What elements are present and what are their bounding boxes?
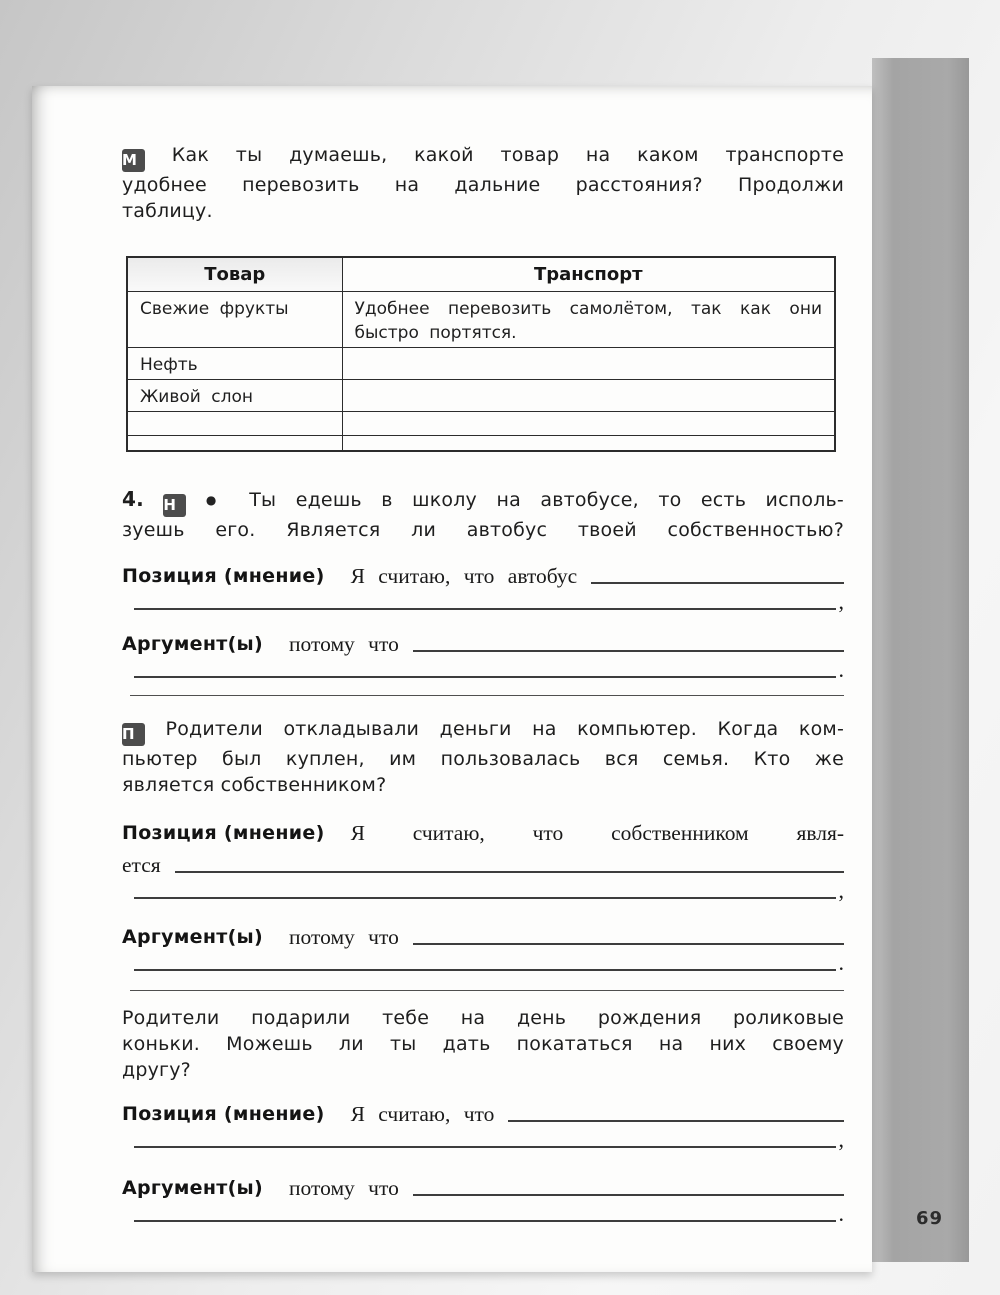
position-carry-text: ется	[122, 853, 161, 877]
task-4-paragraph	[122, 486, 844, 543]
task-m-paragraph	[122, 142, 844, 224]
table-header-row	[127, 257, 835, 291]
transport-answer-line1: Удобнее перевозить самолётом, так как они	[354, 298, 822, 319]
writing-line	[134, 969, 836, 971]
goods-transport-table	[126, 256, 836, 452]
transport-cell-empty	[342, 379, 835, 411]
task4-argument-row	[122, 631, 844, 657]
product-cell: Свежие фрукты	[127, 291, 342, 347]
task-n-marker-icon: Н	[163, 494, 186, 517]
argument-lead-text: потому что	[289, 925, 399, 949]
table-row	[127, 347, 835, 379]
taskp-position-carry-row	[122, 852, 844, 878]
position-label: Позиция (мнение)	[122, 565, 325, 587]
product-cell-empty	[127, 411, 342, 435]
task-m-marker-icon: М	[122, 149, 145, 172]
writing-line	[508, 1120, 844, 1122]
period-mark: .	[838, 657, 844, 682]
argument-lead-text: потому что	[289, 1176, 399, 1200]
task-m-line3: таблицу.	[122, 200, 213, 222]
table-header-transport: Транспорт	[342, 257, 835, 291]
task-p-paragraph	[122, 716, 844, 798]
transport-cell-empty	[342, 347, 835, 379]
transport-answer-line2: быстро портятся.	[354, 322, 517, 343]
writing-line	[413, 943, 844, 945]
position-label: Позиция (мнение)	[122, 1103, 325, 1125]
argument-label: Аргумент(ы)	[122, 633, 264, 655]
task-4-line2: зуешь его. Является ли автобус твоей собственностью?	[122, 519, 844, 541]
taskp-argument-line2	[134, 950, 844, 976]
writing-line	[591, 582, 844, 584]
argument-label: Аргумент(ы)	[122, 1177, 264, 1199]
position-lead-text: Я считаю, что	[350, 1102, 495, 1126]
task-r-line2: коньки. Можешь ли ты дать покататься на них своему	[122, 1033, 844, 1055]
writing-line	[134, 608, 836, 610]
position-lead-text: Я считаю, что собственником явля-	[350, 821, 844, 845]
taskr-position-line2	[134, 1127, 844, 1153]
product-cell-empty	[127, 435, 342, 451]
writing-line	[413, 650, 844, 652]
table-row	[127, 411, 835, 435]
taskp-position-row	[122, 820, 844, 846]
comma-mark: ,	[838, 878, 844, 903]
period-mark: .	[838, 950, 844, 975]
transport-cell-empty	[342, 435, 835, 451]
section-divider	[130, 990, 844, 991]
task-m-text: Как ты думаешь, какой товар на каком транспорте	[171, 144, 844, 166]
transport-cell-empty	[342, 411, 835, 435]
task4-position-line2	[134, 589, 844, 615]
table-row	[127, 435, 835, 451]
scan-right-shadow-strip	[872, 58, 969, 1262]
task-p-marker-icon: П	[122, 723, 145, 746]
task-4-number: 4.	[122, 487, 144, 511]
task-r-paragraph	[122, 1005, 844, 1083]
page-content	[32, 86, 872, 1272]
task-p-text: Родители откладывали деньги на компьютер. Когда ком-	[165, 718, 844, 740]
table-row	[127, 379, 835, 411]
position-lead-text: Я считаю, что автобус	[350, 564, 578, 588]
taskr-argument-row	[122, 1175, 844, 1201]
task-p-line1	[122, 716, 844, 746]
page-number: 69	[916, 1208, 944, 1229]
taskr-argument-line2	[134, 1201, 844, 1227]
bullet-icon: ●	[205, 493, 230, 507]
workbook-paper	[32, 86, 872, 1272]
task-p-line3: является собственником?	[122, 774, 387, 796]
task4-position-row	[122, 563, 844, 589]
task-4-text: Ты едешь в школу на автобусе, то есть исполь-	[249, 489, 844, 511]
product-cell: Нефть	[127, 347, 342, 379]
table-row	[127, 291, 835, 347]
writing-line	[134, 676, 836, 678]
period-mark: .	[838, 1201, 844, 1226]
task-m-line1	[122, 142, 844, 172]
writing-line	[413, 1194, 844, 1196]
writing-line	[134, 897, 836, 899]
taskp-position-line2	[134, 878, 844, 904]
writing-line	[134, 1146, 836, 1148]
task-p-line2: пьютер был куплен, им пользовалась вся семья. Кто же	[122, 748, 844, 770]
position-label: Позиция (мнение)	[122, 822, 325, 844]
taskr-position-row	[122, 1101, 844, 1127]
product-cell: Живой слон	[127, 379, 342, 411]
argument-lead-text: потому что	[289, 632, 399, 656]
transport-cell	[342, 291, 835, 347]
comma-mark: ,	[838, 589, 844, 614]
comma-mark: ,	[838, 1127, 844, 1152]
writing-line	[175, 871, 844, 873]
section-divider	[130, 695, 844, 696]
task-4-line1	[122, 486, 844, 517]
task4-argument-line2	[134, 657, 844, 683]
task-r-line3: другу?	[122, 1059, 191, 1081]
taskp-argument-row	[122, 924, 844, 950]
writing-line	[134, 1220, 836, 1222]
table-header-product: Товар	[127, 257, 342, 291]
argument-label: Аргумент(ы)	[122, 926, 264, 948]
task-m-line2: удобнее перевозить на дальние расстояния? Продолжи	[122, 174, 844, 196]
task-r-line1: Родители подарили тебе на день рождения роликовые	[122, 1007, 844, 1029]
